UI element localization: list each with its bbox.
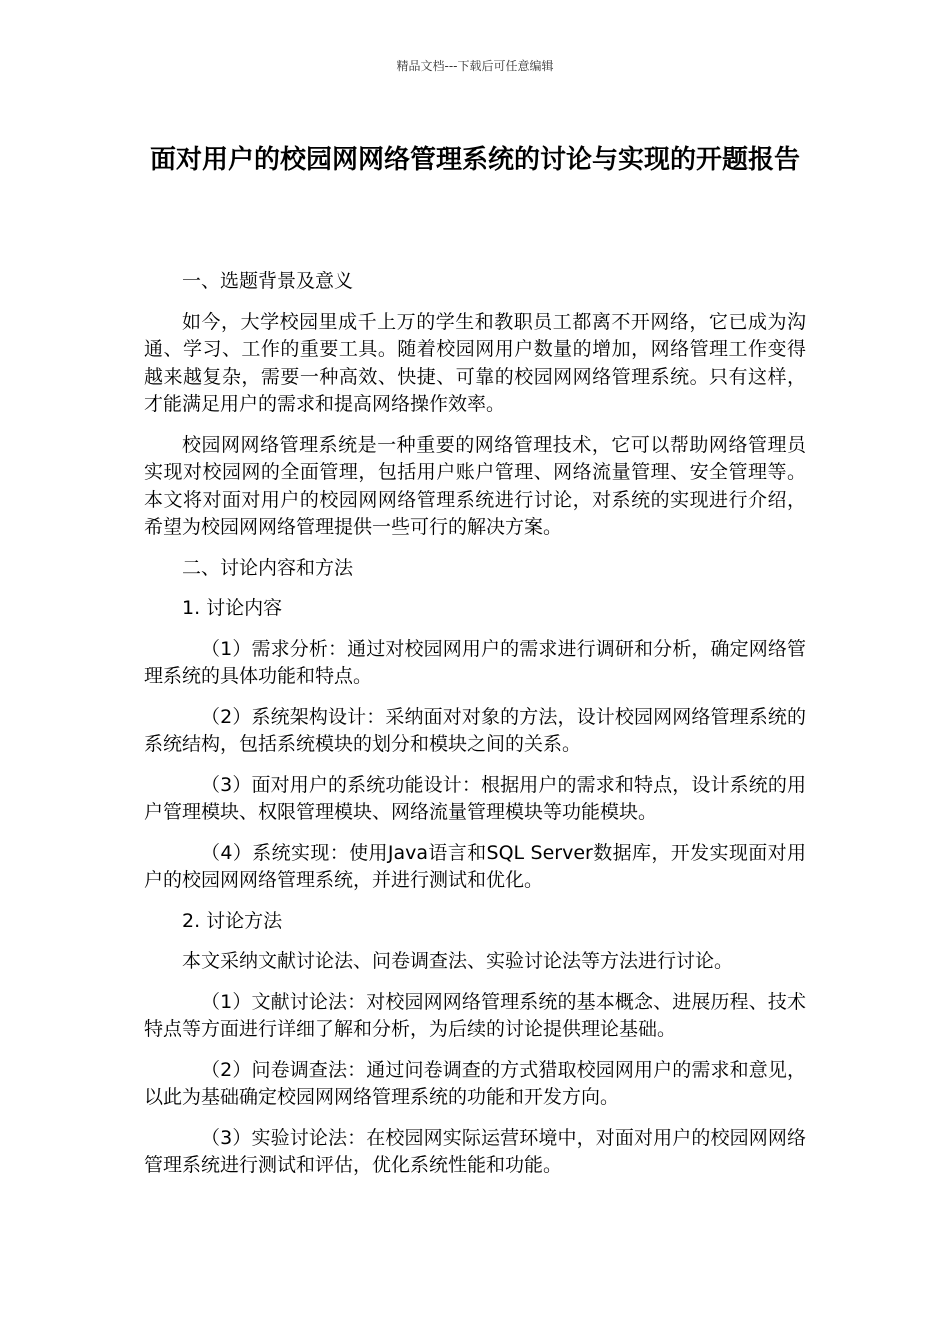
content-item-4: （4）系统实现：使用Java语言和SQL Server数据库，开发实现面对用户的校园网网络管理系统，并进行测试和优化。 <box>144 841 806 891</box>
section-heading-content-methods: 二、讨论内容和方法 <box>182 556 354 579</box>
document-title: 面对用户的校园网网络管理系统的讨论与实现的开题报告 <box>149 145 800 175</box>
page-header-note: 精品文档---下载后可任意编辑 <box>396 59 554 73</box>
content-item-1: （1）需求分析：通过对校园网用户的需求进行调研和分析，确定网络管理系统的具体功能和特点。 <box>144 637 806 687</box>
subheading-methods: 2. 讨论方法 <box>182 909 283 932</box>
subheading-content: 1. 讨论内容 <box>182 597 283 619</box>
method-item-1: （1）文献讨论法：对校园网网络管理系统的基本概念、进展历程、技术特点等方面进行详细了解和分析，为后续的讨论提供理论基础。 <box>144 990 806 1040</box>
paragraph-background-2: 校园网网络管理系统是一种重要的网络管理技术，它可以帮助网络管理员实现对校园网的全面管理，包括用户账户管理、网络流量管理、安全管理等。本文将对面对用户的校园网网络管理系统进行讨论，对系统的实现进行介绍，希望为校园网网络管理提供一些可行的解决方案。 <box>144 433 806 538</box>
method-item-3: （3）实验讨论法：在校园网实际运营环境中，对面对用户的校园网网络管理系统进行测试和评估，优化系统性能和功能。 <box>144 1126 806 1176</box>
document-body <box>144 268 806 1193</box>
methods-intro: 本文采纳文献讨论法、问卷调查法、实验讨论法等方法进行讨论。 <box>182 950 734 972</box>
paragraph-background-1: 如今，大学校园里成千上万的学生和教职员工都离不开网络，它已成为沟通、学习、工作的重要工具。随着校园网用户数量的增加，网络管理工作变得越来越复杂，需要一种高效、快捷、可靠的校园网网络管理系统。只有这样，才能满足用户的需求和提高网络操作效率。 <box>144 310 806 415</box>
section-heading-background: 一、选题背景及意义 <box>182 270 354 292</box>
method-item-2: （2）问卷调查法：通过问卷调查的方式猎取校园网用户的需求和意见，以此为基础确定校园网网络管理系统的功能和开发方向。 <box>144 1058 806 1108</box>
content-item-3: （3）面对用户的系统功能设计：根据用户的需求和特点，设计系统的用户管理模块、权限管理模块、网络流量管理模块等功能模块。 <box>144 773 806 823</box>
content-item-2: （2）系统架构设计：采纳面对对象的方法，设计校园网网络管理系统的系统结构，包括系统模块的划分和模块之间的关系。 <box>144 705 806 755</box>
